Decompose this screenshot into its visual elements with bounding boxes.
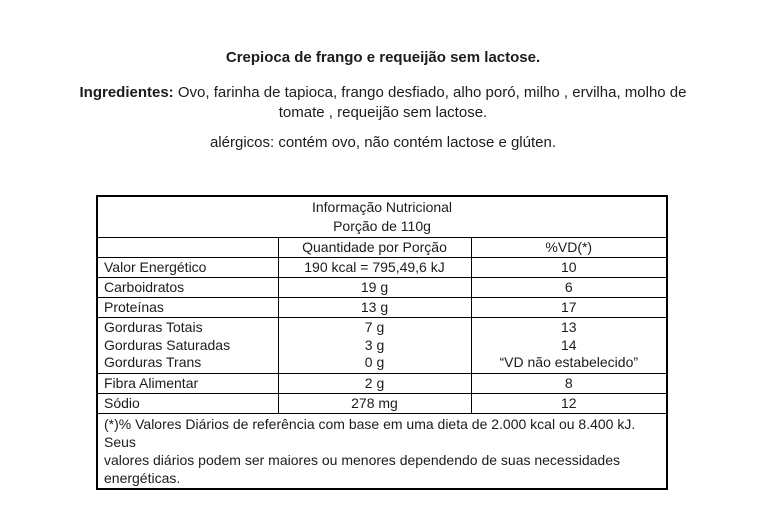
footnote-line: (*)% Valores Diários de referência com base em uma dieta de 2.000 kcal ou 8.400 kJ. Seus	[104, 415, 636, 450]
nutrient-quantity: 278 mg	[278, 393, 471, 413]
nutrient-vd: 6	[471, 278, 667, 298]
nutrient-label: Gorduras Saturadas	[104, 336, 231, 353]
nutrient-vd: 14	[560, 336, 577, 353]
table-row-gorduras-group	[97, 318, 667, 374]
nutrition-facts-table	[96, 195, 668, 490]
document-page	[0, 48, 766, 524]
nutrient-quantity: 2 g	[278, 373, 471, 393]
table-row-sodio	[97, 393, 667, 413]
nutrient-vd: 8	[471, 373, 667, 393]
table-footnote	[97, 413, 667, 489]
table-title-row	[97, 196, 667, 238]
nutrient-vd: 12	[471, 393, 667, 413]
column-header-row	[97, 238, 667, 258]
footnote-line: energéticas.	[104, 469, 181, 486]
nutrient-label: Gorduras Totais	[104, 319, 203, 335]
column-header-empty	[97, 238, 278, 258]
nutrient-quantity: 7 g	[364, 319, 385, 335]
nutrient-quantity: 13 g	[278, 298, 471, 318]
nutrient-label: Sódio	[97, 393, 278, 413]
footnote-line: valores diários podem ser maiores ou menores dependendo de suas necessidades	[104, 451, 620, 468]
column-header-quantity: Quantidade por Porção	[278, 238, 471, 258]
table-title: Informação Nutricional	[311, 199, 453, 215]
table-row-valor-energetico	[97, 258, 667, 278]
gorduras-vds	[471, 318, 667, 374]
ingredients-text: Ovo, farinha de tapioca, frango desfiado, alho poró, milho , ervilha, molho de	[173, 84, 687, 101]
nutrient-quantity: 3 g	[364, 336, 385, 353]
nutrient-label: Gorduras Trans	[104, 354, 202, 370]
ingredients-line-2: tomate , requeijão sem lactose.	[278, 104, 488, 121]
gorduras-labels	[97, 318, 278, 374]
nutrient-label: Carboidratos	[97, 278, 278, 298]
table-subtitle: Porção de 110g	[333, 218, 431, 234]
ingredients-paragraph	[0, 83, 766, 123]
table-row-fibra-alimentar	[97, 373, 667, 393]
ingredients-line-1	[0, 83, 766, 103]
allergen-note: alérgicos: contém ovo, não contém lactose e glúten.	[209, 134, 557, 151]
nutrient-quantity: 0 g	[364, 354, 385, 370]
nutrient-vd: 10	[471, 258, 667, 278]
nutrient-vd: 13	[560, 319, 577, 335]
nutrient-label: Fibra Alimentar	[97, 373, 278, 393]
ingredients-label: Ingredientes:	[79, 84, 174, 101]
table-title-cell	[97, 196, 667, 238]
nutrient-quantity: 19 g	[278, 278, 471, 298]
nutrient-vd: 17	[471, 298, 667, 318]
nutrient-label: Valor Energético	[97, 258, 278, 278]
gorduras-quantities	[278, 318, 471, 374]
table-row-proteinas	[97, 298, 667, 318]
nutrient-label: Proteínas	[97, 298, 278, 318]
nutrient-quantity: 190 kcal = 795,49,6 kJ	[278, 258, 471, 278]
recipe-title: Crepioca de frango e requeijão sem lactose.	[225, 49, 541, 66]
column-header-vd: %VD(*)	[471, 238, 667, 258]
table-row-carboidratos	[97, 278, 667, 298]
nutrient-vd: “VD não estabelecido”	[499, 354, 639, 370]
table-footnote-row	[97, 413, 667, 489]
